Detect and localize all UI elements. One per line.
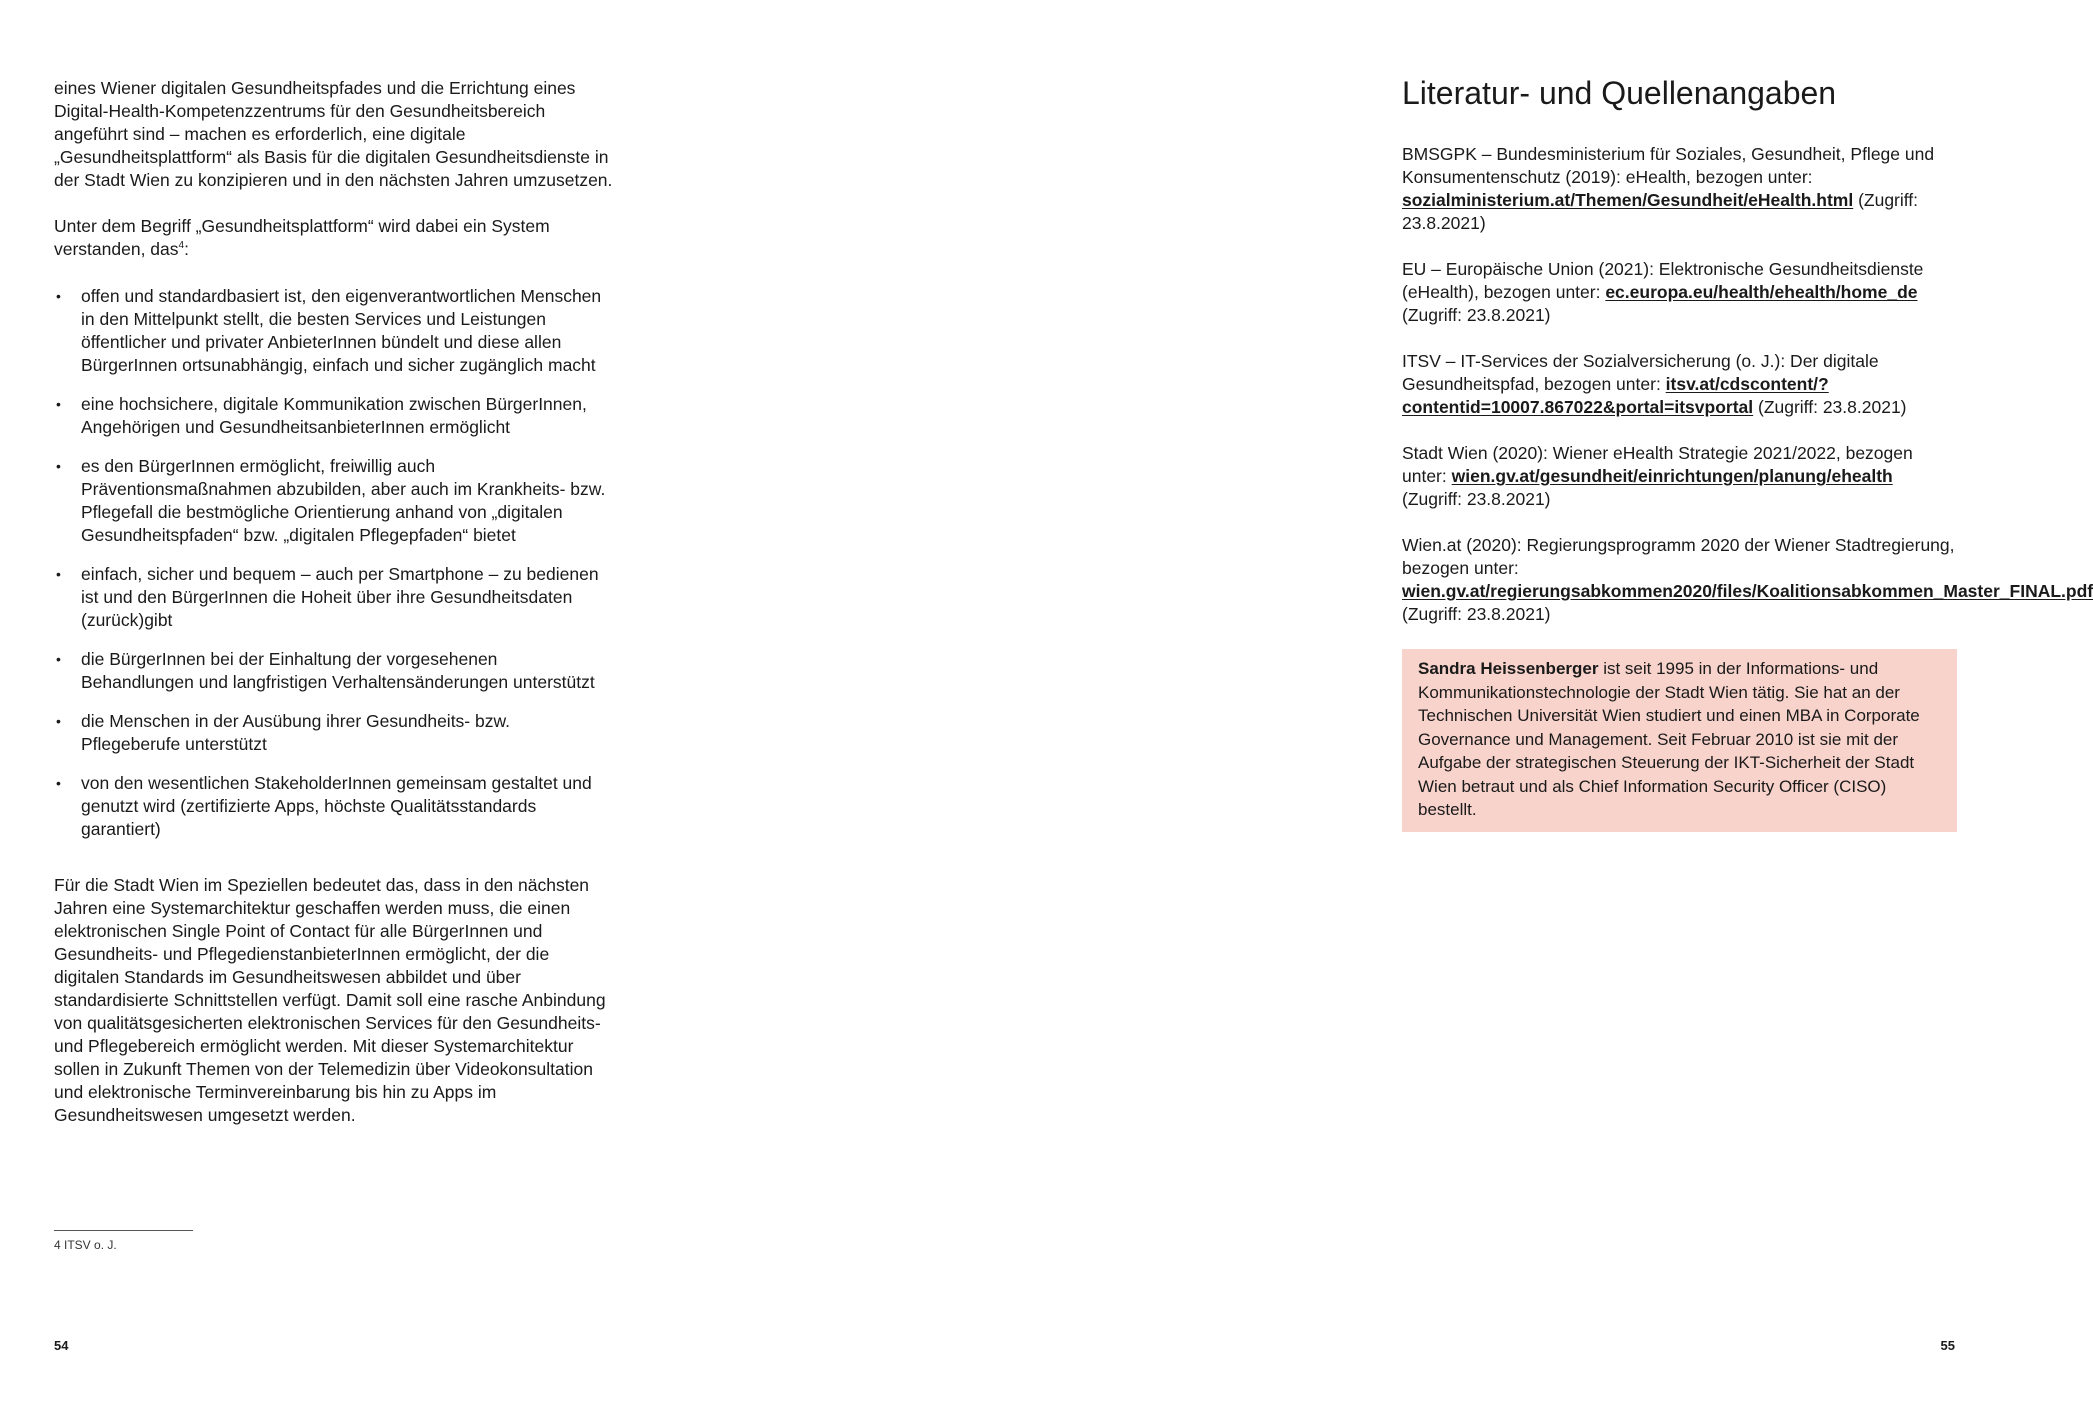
footnote-divider — [54, 1230, 193, 1231]
list-item — [54, 648, 614, 694]
reference-link[interactable]: wien.gv.at/regierungsabkommen2020/files/Koalitionsabkommen_Master_FINAL.pdf — [1402, 581, 2093, 601]
right-page — [1000, 0, 2093, 1405]
author-bio-text: ist seit 1995 in der Informations- und Kommunikationstechnologie der Stadt Wien tätig. Sie hat an der Technischen Universität Wien studiert und einen MBA in Corporate Governance und Management. Seit Februar 2010 ist sie mit der Aufgabe der strategischen Steuerung der IKT-Sicherheit der Stadt Wien betraut und als Chief Information Security Officer (CISO) bestellt. — [1418, 659, 1920, 819]
reference-link[interactable]: sozialministerium.at/Themen/Gesundheit/eHealth.html — [1402, 190, 1854, 210]
list-item — [54, 710, 614, 756]
reference-item — [1402, 534, 2093, 626]
reference-access-date: (Zugriff: 23.8.2021) — [1402, 190, 1919, 233]
author-bio-box — [1402, 649, 1957, 832]
reference-access-date: (Zugriff: 23.8.2021) — [1402, 604, 1551, 624]
reference-access-date: (Zugriff: 23.8.2021) — [1402, 489, 1551, 509]
bullet-icon: • — [56, 458, 61, 474]
left-text-column — [54, 77, 614, 1150]
intro-paragraph: eines Wiener digitalen Gesundheitspfades und die Errichtung eines Digital-Health-Kompetenzzentrums für den Gesundheitsbereich angeführt sind – machen es erforderlich, eine digitale „Gesundheitsplattform“ als Basis für die digitalen Gesundheitsdienste in der Stadt Wien zu konzipieren und in den nächsten Jahren umzusetzen. — [54, 78, 613, 190]
reference-item — [1402, 143, 1957, 235]
list-item-text: die BürgerInnen bei der Einhaltung der vorgesehenen Behandlungen und langfristigen Verhaltensänderungen unterstützt — [81, 649, 595, 692]
reference-access-date: (Zugriff: 23.8.2021) — [1753, 397, 1907, 417]
list-item — [54, 285, 614, 377]
bullet-icon: • — [56, 288, 61, 304]
reference-link[interactable]: wien.gv.at/gesundheit/einrichtungen/planung/ehealth — [1451, 466, 1893, 486]
reference-link[interactable]: itsv.at/cdscontent/?contentid=10007.867022&portal=itsvportal — [1402, 374, 1829, 417]
right-text-column — [1402, 73, 2093, 832]
page-number-left: 54 — [54, 1338, 69, 1353]
bullet-icon: • — [56, 775, 61, 791]
footnote: 4 ITSV o. J. — [54, 1238, 117, 1252]
definition-suffix: : — [184, 239, 189, 259]
footnote-ref: 4 — [178, 240, 185, 252]
references-heading: Literatur- und Quellenangaben — [1402, 75, 1837, 111]
reference-text: Stadt Wien (2020): Wiener eHealth Strategie 2021/2022, bezogen unter: — [1402, 443, 1913, 486]
list-item-text: die Menschen in der Ausübung ihrer Gesundheits- bzw. Pflegeberufe unterstützt — [81, 711, 511, 754]
definition-intro — [54, 215, 614, 261]
list-item-text: es den BürgerInnen ermöglicht, freiwillig auch Präventionsmaßnahmen abzubilden, aber auch im Krankheits- bzw. Pflegefall die bestmögliche Orientierung anhand von „digitalen Gesundheitspfaden“ bzw. „digitalen Pflegepfaden“ bietet — [81, 456, 606, 545]
left-page — [0, 0, 1000, 1405]
definition-intro-text: Unter dem Begriff „Gesundheitsplattform“ wird dabei ein System verstanden, das — [54, 216, 550, 259]
bullet-icon: • — [56, 566, 61, 582]
reference-text: ITSV – IT-Services der Sozialversicherung (o. J.): Der digitale Gesundheitspfad, bezogen unter: — [1402, 351, 1879, 394]
reference-text: EU – Europäische Union (2021): Elektronische Gesundheitsdienste (eHealth), bezogen unter: — [1402, 259, 1924, 302]
list-item-text: eine hochsichere, digitale Kommunikation zwischen BürgerInnen, Angehörigen und GesundheitsanbieterInnen ermöglicht — [81, 394, 587, 437]
list-item — [54, 563, 614, 632]
reference-text: Wien.at (2020): Regierungsprogramm 2020 der Wiener Stadtregierung, bezogen unter: — [1402, 535, 1955, 578]
bullet-icon: • — [56, 713, 61, 729]
page-number-right: 55 — [1940, 1338, 1955, 1353]
bullet-icon: • — [56, 396, 61, 412]
list-item — [54, 393, 614, 439]
author-name: Sandra Heissenberger — [1418, 659, 1599, 678]
reference-item — [1402, 258, 1957, 327]
reference-text: BMSGPK – Bundesministerium für Soziales, Gesundheit, Pflege und Konsumentenschutz (2019): eHealth, bezogen unter: — [1402, 144, 1935, 187]
bullet-icon: • — [56, 651, 61, 667]
reference-link[interactable]: ec.europa.eu/health/ehealth/home_de — [1605, 282, 1918, 302]
list-item — [54, 455, 614, 547]
reference-access-date: (Zugriff: 23.8.2021) — [1402, 305, 1551, 325]
closing-paragraph: Für die Stadt Wien im Speziellen bedeutet das, dass in den nächsten Jahren eine Systemarchitektur geschaffen werden muss, die einen elektronischen Single Point of Contact für alle BürgerInnen und Gesundheits- und PflegedienstanbieterInnen ermöglicht, der die digitalen Standards im Gesundheitswesen abbildet und über standardisierte Schnittstellen verfügt. Damit soll eine rasche Anbindung von qualitätsgesicherten elektronischen Services für den Gesundheits- und Pflegebereich ermöglicht werden. Mit dieser Systemarchitektur sollen in Zukunft Themen von der Telemedizin über Videokonsultation und elektronische Terminvereinbarung bis hin zu Apps im Gesundheitswesen umgesetzt werden. — [54, 875, 606, 1125]
list-item-text: einfach, sicher und bequem – auch per Smartphone – zu bedienen ist und den BürgerInnen die Hoheit über ihre Gesundheitsdaten (zurück)gibt — [81, 564, 599, 630]
platform-criteria-list — [54, 285, 614, 841]
list-item-text: offen und standardbasiert ist, den eigenverantwortlichen Menschen in den Mittelpunkt stellt, die besten Services und Leistungen öffentlicher und privater AnbieterInnen bündelt und diese allen BürgerInnen ortsunabhängig, einfach und sicher zugänglich macht — [81, 286, 602, 375]
list-item-text: von den wesentlichen StakeholderInnen gemeinsam gestaltet und genutzt wird (zertifizierte Apps, höchste Qualitätsstandards garantiert) — [81, 773, 592, 839]
reference-item — [1402, 442, 1957, 511]
list-item — [54, 772, 614, 841]
reference-item — [1402, 350, 1957, 419]
